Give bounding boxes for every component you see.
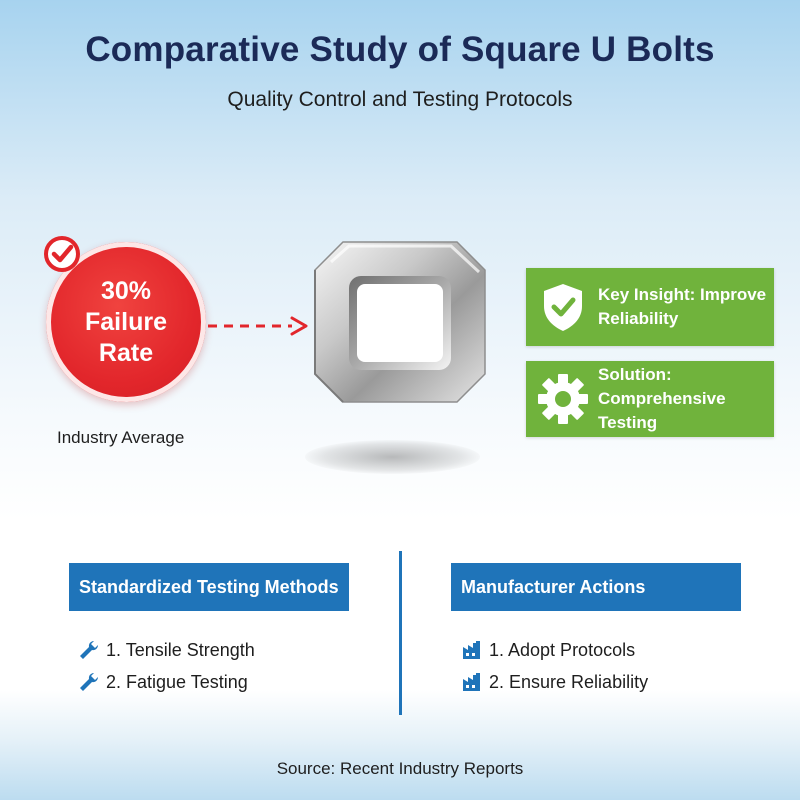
page-subtitle: Quality Control and Testing Protocols [227, 88, 573, 111]
solution-card [526, 361, 774, 437]
section-divider [399, 551, 402, 715]
arrow-right-icon [206, 314, 310, 338]
list-item [461, 634, 648, 666]
list-item [78, 634, 255, 666]
manufacturer-actions-header: Manufacturer Actions [451, 563, 741, 611]
failure-rate-badge [40, 232, 210, 412]
page-title: Comparative Study of Square U Bolts [85, 30, 715, 69]
bolt-shadow [305, 440, 480, 474]
testing-methods-list [78, 634, 255, 698]
factory-icon [461, 639, 483, 661]
manufacturer-actions-list [461, 634, 648, 698]
wrench-icon [78, 671, 100, 693]
check-circle-icon [40, 232, 84, 276]
key-insight-line-1: Key Insight: Improve [598, 285, 767, 304]
failure-percent: 30% [100, 276, 152, 305]
shield-check-icon [536, 280, 590, 334]
testing-methods-header: Standardized Testing Methods [69, 563, 349, 611]
failure-caption: Industry Average [57, 428, 185, 447]
list-item [78, 666, 255, 698]
key-insight-line-2: Reliability [598, 309, 679, 328]
wrench-icon [78, 639, 100, 661]
factory-icon [461, 671, 483, 693]
testing-item-label: 1. Tensile Strength [106, 639, 255, 660]
source-note: Source: Recent Industry Reports [276, 759, 524, 778]
key-insight-card [526, 268, 774, 346]
list-item [461, 666, 648, 698]
solution-line-2: Comprehensive Testing [598, 389, 726, 432]
action-item-label: 2. Ensure Reliability [489, 671, 649, 692]
solution-line-1: Solution: [598, 365, 672, 384]
failure-label: Failure [85, 307, 167, 336]
action-item-label: 1. Adopt Protocols [489, 639, 636, 660]
square-u-bolt-illustration [305, 232, 495, 412]
testing-item-label: 2. Fatigue Testing [106, 671, 248, 692]
failure-rate-label: Rate [98, 338, 154, 367]
gear-icon [536, 372, 590, 426]
